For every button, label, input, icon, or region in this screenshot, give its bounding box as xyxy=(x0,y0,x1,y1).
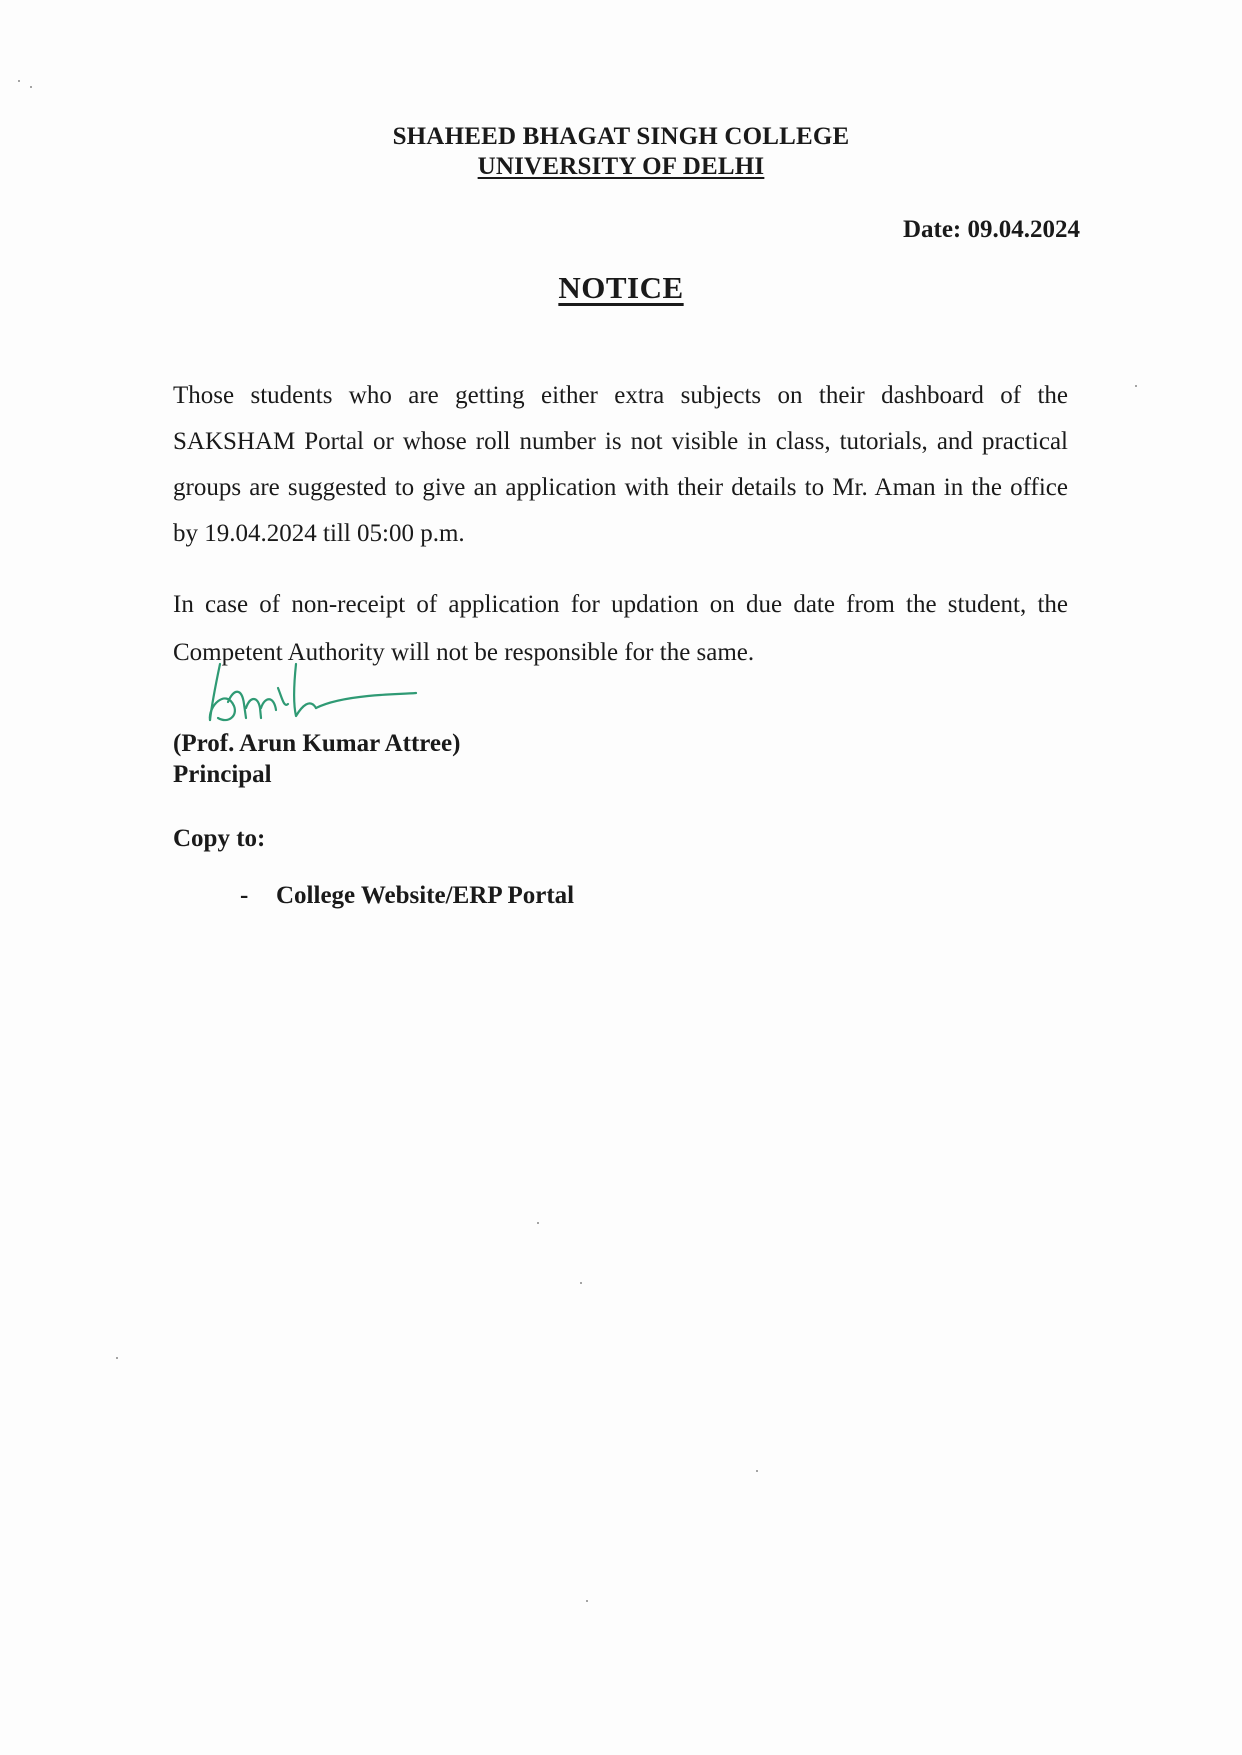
copy-to-label: Copy to: xyxy=(173,825,266,852)
scan-speck xyxy=(18,80,20,82)
document-header xyxy=(0,122,1242,182)
scan-speck xyxy=(1135,385,1137,387)
notice-paragraph-2: In case of non-receipt of application for updation on due date from the student, the Competent Authority will not be responsible for the same. xyxy=(173,591,1068,666)
copy-to-item-text: College Website/ERP Portal xyxy=(276,882,575,909)
scan-speck xyxy=(537,1222,539,1224)
scan-speck xyxy=(580,1282,582,1284)
notice-title: NOTICE xyxy=(558,270,684,305)
scan-speck xyxy=(586,1600,588,1602)
notice-date: Date: 09.04.2024 xyxy=(902,216,1080,243)
copy-to-item xyxy=(240,882,574,910)
scan-speck xyxy=(116,1357,118,1359)
signatory-name: (Prof. Arun Kumar Attree) xyxy=(173,730,461,757)
signatory-designation: Principal xyxy=(173,761,272,788)
college-name: SHAHEED BHAGAT SINGH COLLEGE xyxy=(392,123,850,150)
notice-paragraph-1: Those students who are getting either extra subjects on their dashboard of the SAKSHAM Portal or whose roll number is not visible in class, tutorials, and practical groups are suggested to give an application with their details to Mr. Aman in the office by 19.04.2024 till 05:00 p.m. xyxy=(173,382,1068,547)
principal-signature xyxy=(198,658,428,738)
copy-to-bullet: - xyxy=(240,882,249,909)
university-name: UNIVERSITY OF DELHI xyxy=(477,153,765,180)
scan-speck xyxy=(756,1470,758,1472)
scan-speck xyxy=(30,86,32,88)
